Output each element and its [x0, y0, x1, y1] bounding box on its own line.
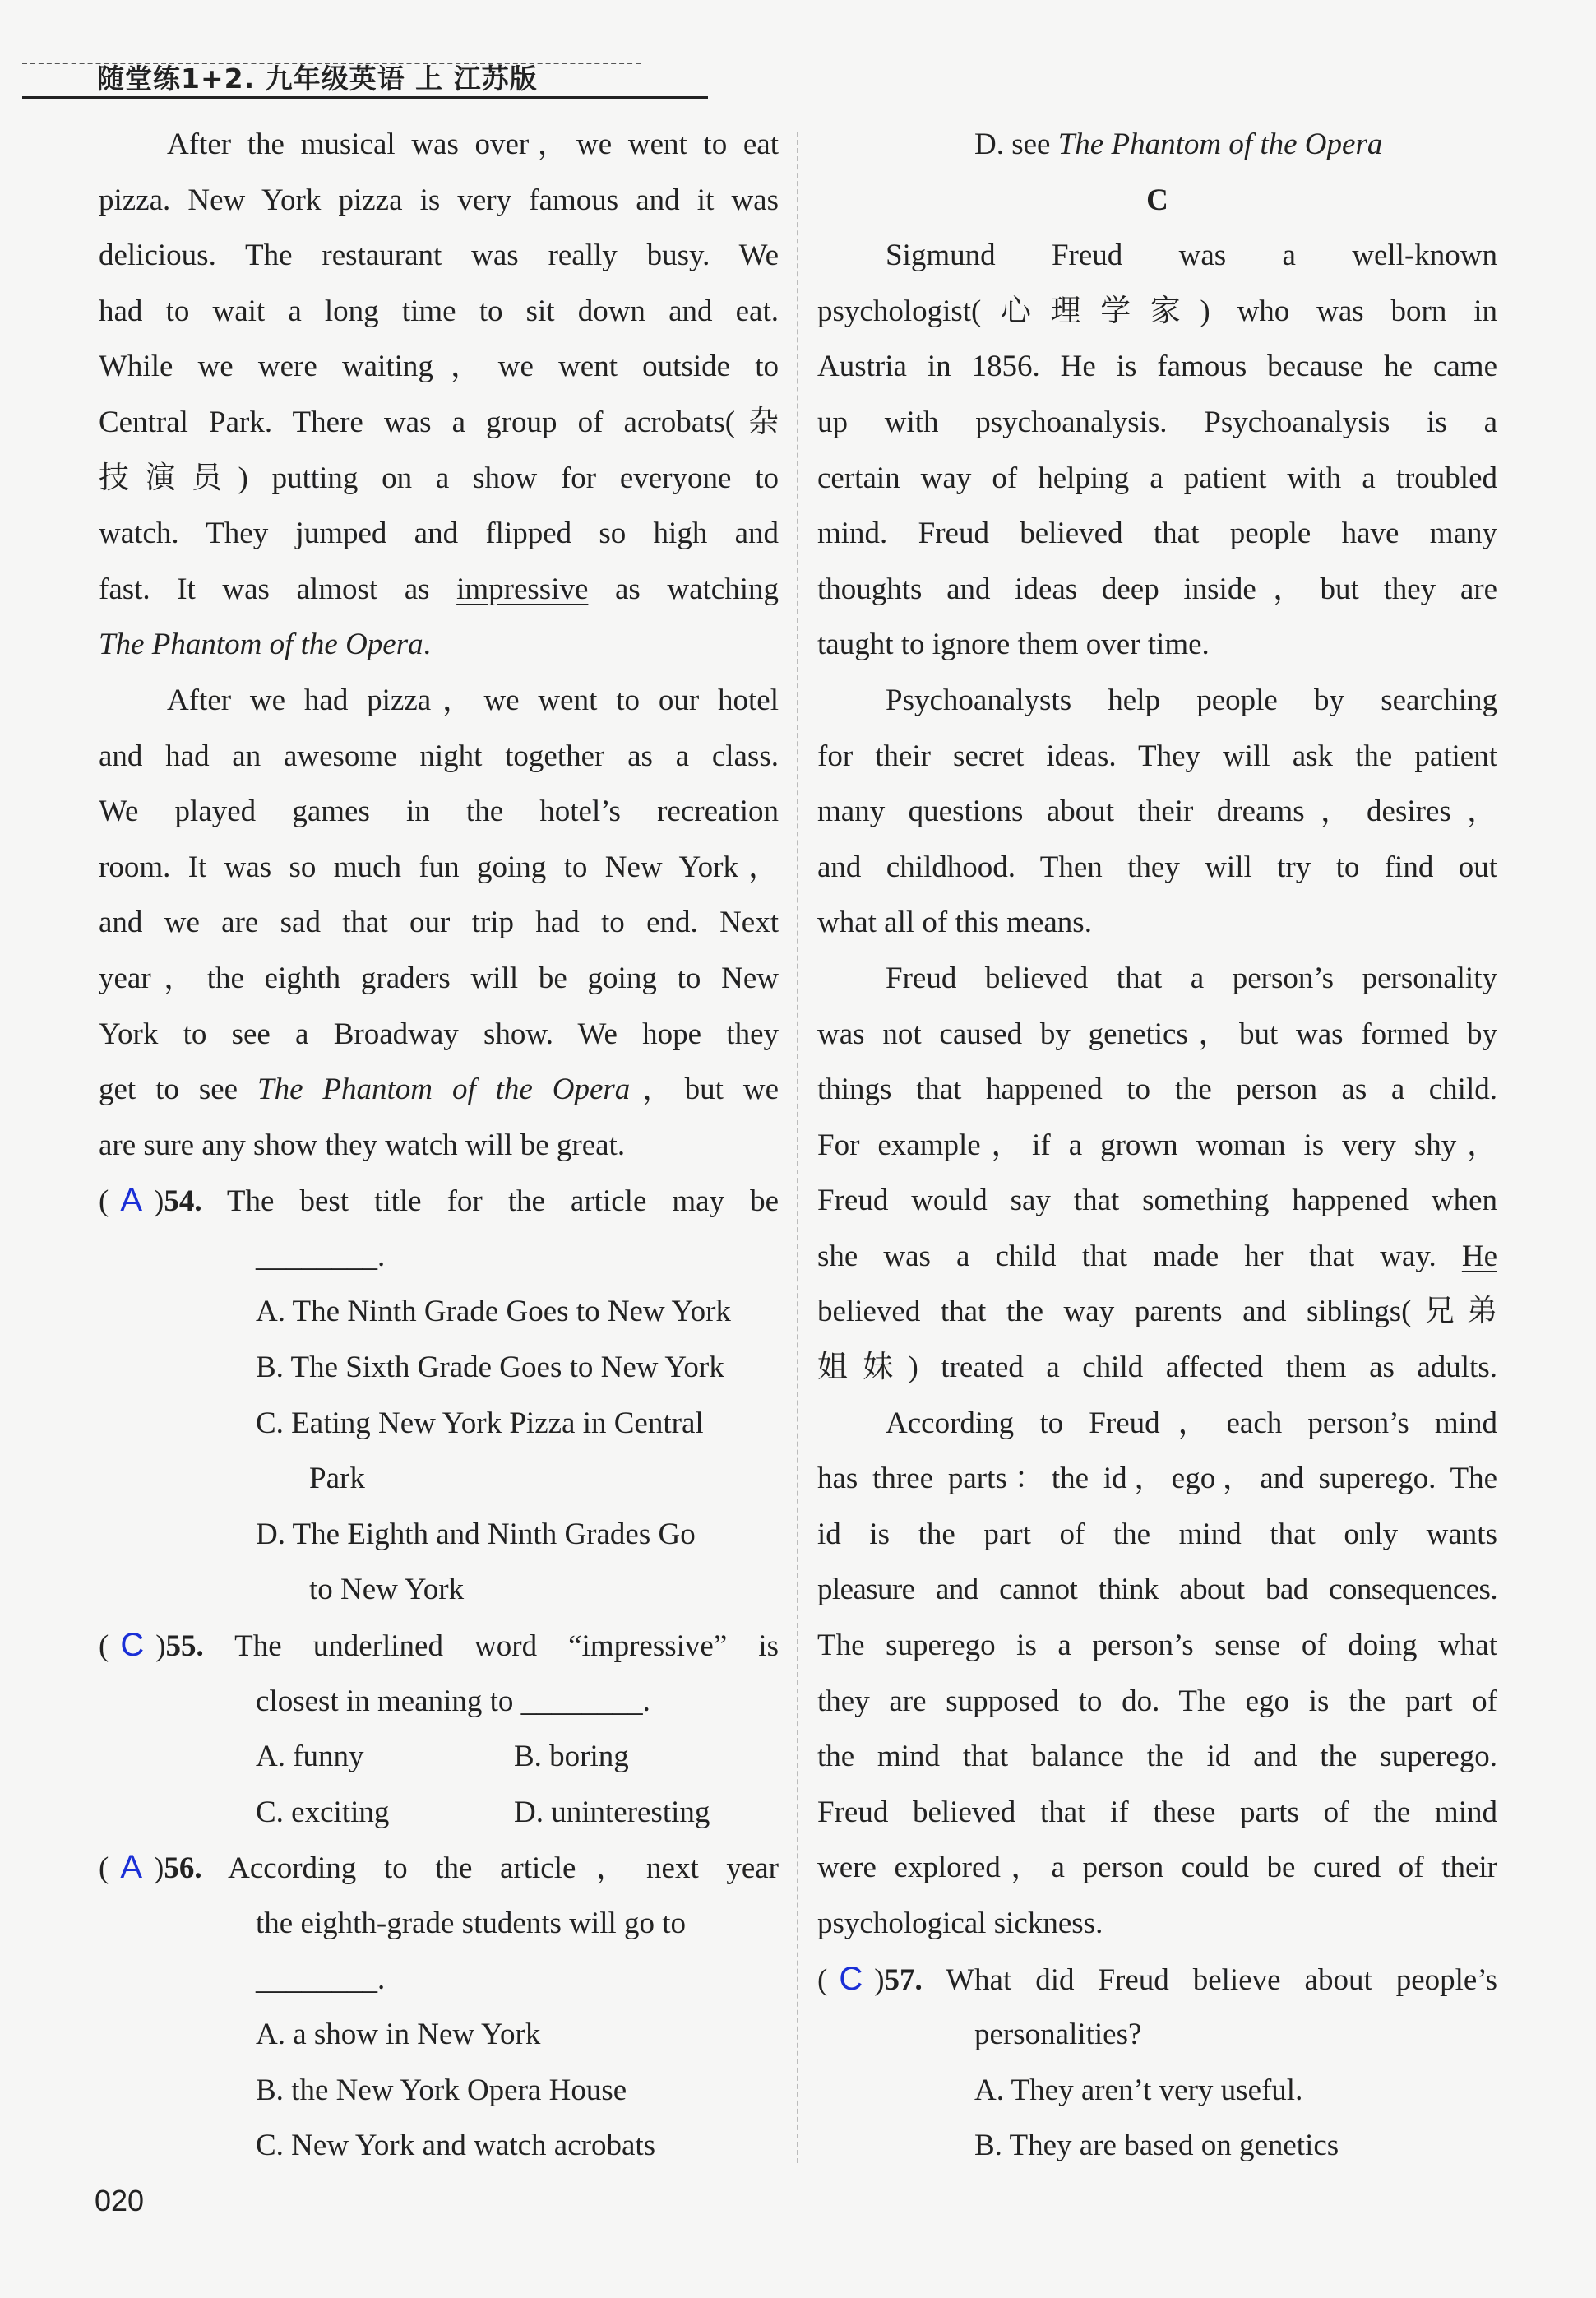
answer-mark: A — [120, 1182, 143, 1219]
option-text: A. funny — [256, 1740, 364, 1774]
text-line: ________. — [256, 1962, 386, 1996]
text-line: taught to ignore them over time. — [817, 628, 1210, 662]
text-line: A. a show in New York — [256, 2018, 541, 2052]
text-segment: get to see — [99, 1073, 257, 1107]
text-line: psychological sickness. — [817, 1907, 1103, 1940]
text-line: Park — [309, 1462, 365, 1496]
question-number: 56. — [164, 1851, 202, 1886]
text-line — [99, 1729, 779, 1785]
text-segment: ) — [874, 1962, 885, 1997]
text-line — [99, 1785, 779, 1841]
text-segment: fast. It was almost as — [99, 572, 457, 606]
text-line: 技演员) putting on a show for everyone to — [99, 461, 779, 495]
text-line: The superego is a person’s sense of doing what — [817, 1629, 1497, 1663]
page-number: 020 — [95, 2184, 145, 2217]
text-line: what all of this means. — [817, 906, 1092, 940]
text-line: A. They aren’t very useful. — [974, 2073, 1303, 2107]
underlined-word: impressive — [456, 572, 589, 606]
text-segment: as watching — [588, 572, 779, 606]
text-segment: she was a child that made her that way. — [817, 1239, 1462, 1273]
text-segment: ) — [154, 1851, 164, 1886]
text-line — [817, 1952, 1497, 2008]
text-line: After we had pizza，we went to our hotel — [167, 683, 779, 717]
text-line: things that happened to the person as a child. — [817, 1073, 1497, 1107]
right-column — [817, 117, 1497, 2174]
text-line: delicious. The restaurant was really busy. We — [99, 239, 779, 273]
text-line — [99, 1062, 779, 1118]
text-line: B. The Sixth Grade Goes to New York — [256, 1351, 724, 1385]
text-line — [99, 617, 779, 673]
text-line: A. The Ninth Grade Goes to New York — [256, 1295, 731, 1329]
text-line: While we were waiting，we went outside to — [99, 350, 779, 384]
text-line — [99, 1618, 779, 1674]
answer-mark: C — [839, 1960, 863, 1997]
text-line: closest in meaning to ________. — [256, 1684, 650, 1718]
text-line: Freud believed that a person’s personality — [886, 961, 1497, 995]
text-line: year，the eighth graders will be going to New — [99, 961, 779, 995]
left-column — [99, 117, 779, 2174]
text-line: are sure any show they watch will be great. — [99, 1128, 626, 1162]
text-line: B. They are based on genetics — [974, 2129, 1339, 2163]
text-line: Austria in 1856. He is famous because he came — [817, 350, 1497, 384]
text-line: Psychoanalysts help people by searching — [886, 683, 1497, 717]
text-line: to New York — [309, 1573, 465, 1607]
text-line: Sigmund Freud was a well-known — [886, 239, 1497, 273]
italic-title: The Phantom of the Opera — [257, 1073, 631, 1107]
text-line: Central Park. There was a group of acrobats(杂 — [99, 405, 779, 439]
text-segment: The underlined word “impressive” is — [203, 1629, 779, 1664]
text-segment: ( — [99, 1184, 109, 1219]
text-line: mind. Freud believed that people have many — [817, 517, 1497, 551]
italic-title: The Phantom of the Opera — [99, 628, 423, 662]
text-segment: . — [423, 628, 431, 662]
text-line: 姐妹) treated a child affected them as adults. — [817, 1351, 1497, 1385]
text-line: pleasure and cannot think about bad consequences. — [817, 1573, 1497, 1607]
column-divider — [797, 132, 798, 2163]
text-line: the mind that balance the id and the superego. — [817, 1740, 1497, 1774]
text-line: was not caused by genetics，but was formed by — [817, 1017, 1497, 1051]
text-line: pizza. New York pizza is very famous and it was — [99, 183, 779, 217]
text-line: thoughts and ideas deep inside，but they are — [817, 572, 1497, 606]
text-line: We played games in the hotel’s recreation — [99, 795, 779, 829]
question-number: 55. — [165, 1629, 204, 1664]
answer-mark: C — [120, 1627, 145, 1664]
text-line: believed that the way parents and siblings(兄弟 — [817, 1295, 1497, 1329]
text-segment: ( — [99, 1851, 109, 1886]
text-segment: D. see — [974, 127, 1058, 161]
text-segment: ( — [817, 1962, 828, 1997]
text-line: certain way of helping a patient with a troubled — [817, 461, 1497, 495]
option-text: D. uninteresting — [514, 1795, 710, 1829]
text-line: has three parts：the id，ego，and superego. The — [817, 1462, 1497, 1496]
text-line: For example，if a grown woman is very shy， — [817, 1128, 1497, 1162]
text-line: C — [1146, 183, 1168, 217]
text-line: and childhood. Then they will try to find out — [817, 850, 1497, 884]
text-line: for their secret ideas. They will ask the patient — [817, 739, 1497, 773]
underlined-word: He — [1461, 1239, 1497, 1273]
text-segment: According to the article，next year — [201, 1851, 779, 1886]
text-line: up with psychoanalysis. Psychoanalysis is a — [817, 405, 1497, 439]
text-line — [99, 562, 779, 618]
text-segment: ( — [99, 1629, 109, 1664]
text-line: C. New York and watch acrobats — [256, 2129, 656, 2163]
option-text: B. boring — [514, 1740, 629, 1774]
text-line: After the musical was over，we went to eat — [167, 127, 779, 161]
text-line: B. the New York Opera House — [256, 2073, 627, 2107]
question-number: 54. — [164, 1184, 202, 1219]
text-line: According to Freud，each person’s mind — [886, 1406, 1497, 1440]
question-number: 57. — [884, 1962, 923, 1997]
text-line — [99, 1840, 779, 1896]
text-segment: ) — [154, 1184, 164, 1219]
text-segment: The best title for the article may be — [201, 1184, 779, 1219]
text-line: Freud believed that if these parts of the mind — [817, 1795, 1497, 1829]
text-line: ________. — [256, 1239, 386, 1273]
text-line: Freud would say that something happened when — [817, 1184, 1497, 1218]
text-line: id is the part of the mind that only wants — [817, 1517, 1497, 1551]
text-line: watch. They jumped and flipped so high and — [99, 517, 779, 551]
text-segment: What did Freud believe about people’s — [922, 1962, 1497, 1997]
text-line: psychologist(心理学家) who was born in — [817, 294, 1497, 328]
italic-title: The Phantom of the Opera — [1057, 127, 1383, 161]
text-line: the eighth-grade students will go to — [256, 1907, 687, 1940]
text-line: had to wait a long time to sit down and eat. — [99, 294, 779, 328]
text-line: York to see a Broadway show. We hope they — [99, 1017, 779, 1051]
header-rule — [22, 96, 708, 99]
text-line: and we are sad that our trip had to end. Next — [99, 906, 779, 940]
text-line: personalities? — [974, 2018, 1142, 2052]
option-text: C. exciting — [256, 1795, 390, 1829]
text-line: C. Eating New York Pizza in Central — [256, 1406, 704, 1440]
running-header-title: 随堂练1+2. 九年级英语 上 江苏版 — [97, 63, 538, 95]
text-line — [99, 1173, 779, 1229]
text-line: D. The Eighth and Ninth Grades Go — [256, 1517, 696, 1551]
text-line: and had an awesome night together as a class. — [99, 739, 779, 773]
text-line — [817, 117, 1497, 173]
text-line: many questions about their dreams，desires， — [817, 795, 1497, 829]
text-line — [817, 1229, 1497, 1285]
text-segment: ) — [155, 1629, 166, 1664]
text-segment: ，but we — [630, 1073, 779, 1107]
text-line: were explored，a person could be cured of their — [817, 1851, 1497, 1885]
answer-mark: A — [120, 1849, 143, 1886]
text-line: they are supposed to do. The ego is the part of — [817, 1684, 1497, 1718]
text-line: room. It was so much fun going to New York， — [99, 850, 779, 884]
